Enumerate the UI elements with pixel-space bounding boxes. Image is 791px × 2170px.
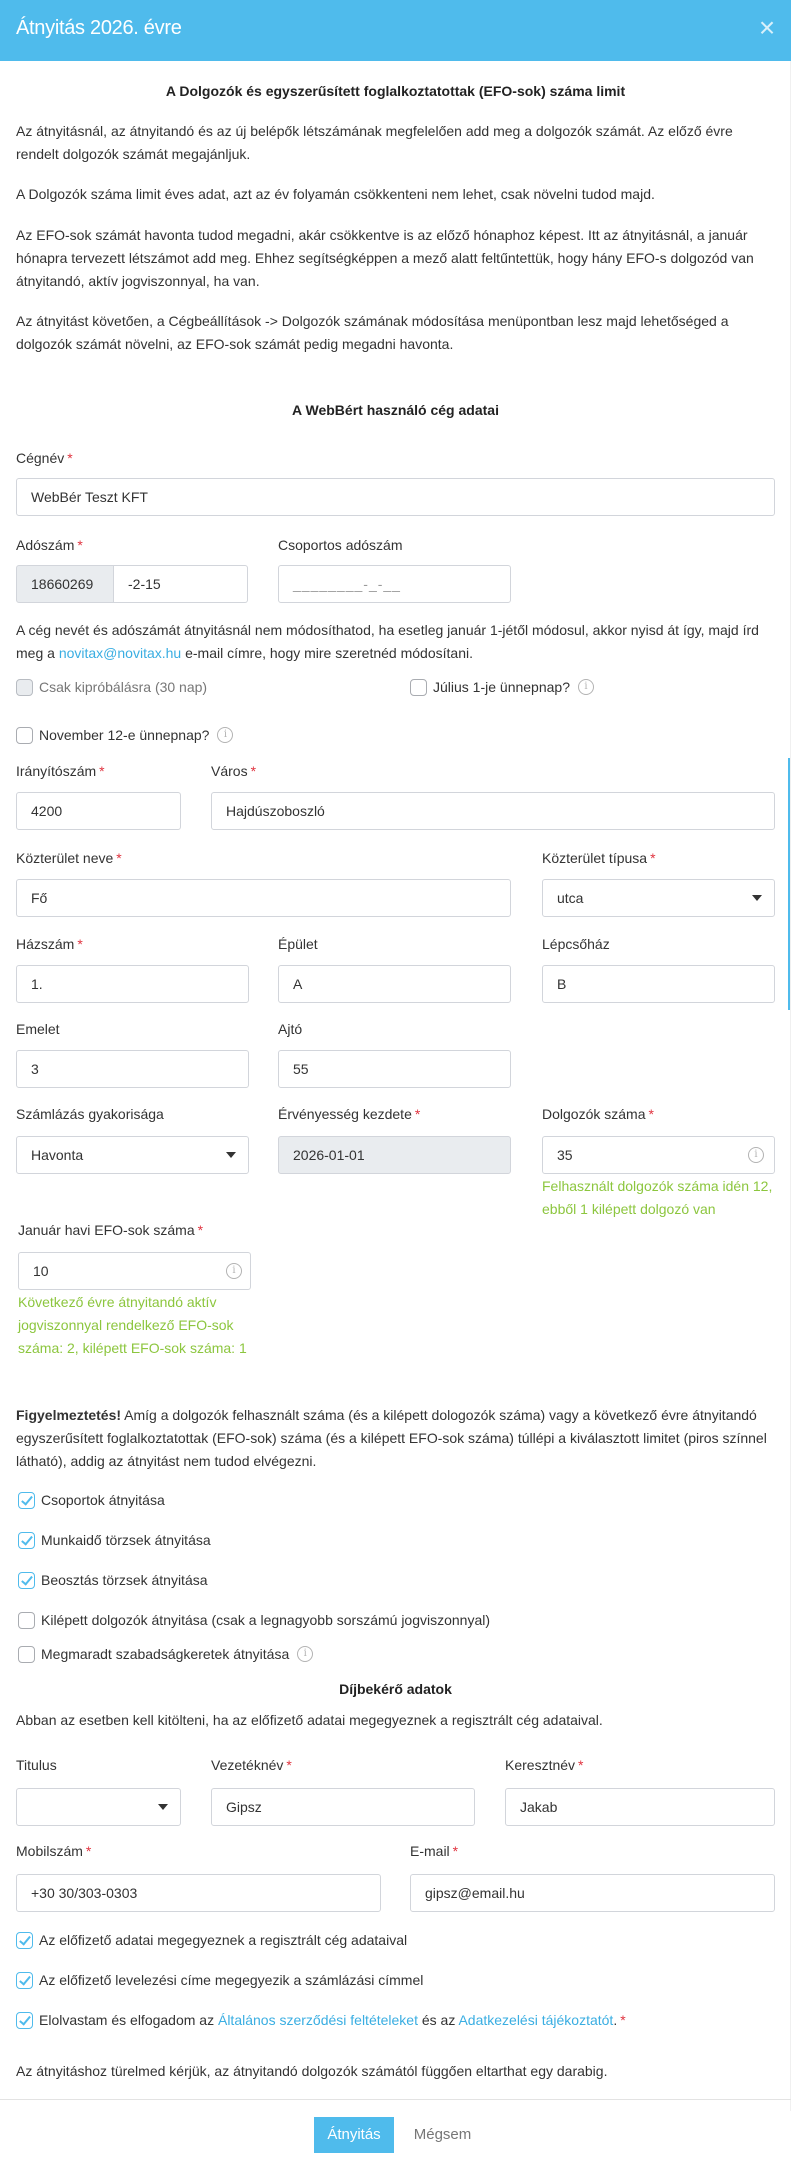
info-icon[interactable]: i (217, 727, 233, 743)
tax-number-prefix: 18660269 (16, 565, 114, 603)
door-label: Ajtó (278, 1021, 303, 1037)
valid-from-input: 2026-01-01 (278, 1136, 511, 1174)
chevron-down-icon (226, 1152, 236, 1158)
billing-frequency-label: Számlázás gyakorisága (16, 1106, 164, 1122)
tax-number-label: Adószám * (16, 537, 83, 553)
employee-count-input[interactable]: 35 i (542, 1136, 775, 1174)
privacy-link[interactable]: Adatkezelési tájékoztatót (458, 2012, 614, 2028)
billing-frequency-select[interactable]: Havonta (16, 1136, 249, 1174)
building-label: Épület (278, 936, 318, 952)
dialog-title: Átnyitás 2026. évre (16, 17, 182, 39)
last-name-input[interactable]: Gipsz (211, 1788, 475, 1826)
footer-note: Az átnyitáshoz türelmed kérjük, az átnyitandó dolgozók számától függően eltarthat egy darabig. (16, 2063, 608, 2079)
transfer-worktime-checkbox[interactable] (18, 1532, 35, 1549)
last-name-label: Vezetéknév * (211, 1757, 292, 1773)
info-icon[interactable]: i (748, 1147, 764, 1163)
info-icon[interactable]: i (297, 1646, 313, 1662)
email-label: E-mail * (410, 1843, 459, 1859)
info-icon[interactable]: i (578, 679, 594, 695)
door-input[interactable]: 55 (278, 1050, 511, 1088)
same-data-row[interactable]: Az előfizető adatai megegyeznek a regisztrált cég adataival (16, 1929, 407, 1951)
billing-description: Abban az esetben kell kitölteni, ha az előfizető adatai megegyeznek a regisztrált cég adataival. (16, 1712, 603, 1728)
july-holiday-checkbox-row[interactable]: Július 1-je ünnepnap? i (410, 676, 594, 698)
same-data-checkbox[interactable] (16, 1932, 33, 1949)
company-name-input[interactable]: WebBér Teszt KFT (16, 478, 775, 516)
november-holiday-checkbox[interactable] (16, 727, 33, 744)
company-section-title: A WebBért használó cég adatai (292, 402, 499, 418)
zip-label: Irányítószám * (16, 763, 105, 779)
terms-link[interactable]: Általános szerződési feltételeket (217, 2012, 418, 2028)
group-tax-number-input[interactable]: ________-_-__ (278, 565, 511, 603)
cancel-button[interactable]: Mégsem (413, 2126, 472, 2143)
mobile-label: Mobilszám * (16, 1843, 92, 1859)
terms-row[interactable]: Elolvastam és elfogadom az Általános szerződési feltételeket és az Adatkezelési tájékoztatót. * (16, 2009, 626, 2031)
floor-input[interactable]: 3 (16, 1050, 249, 1088)
trial-checkbox-row[interactable]: Csak kipróbálásra (30 nap) (16, 676, 207, 698)
house-number-label: Házszám * (16, 936, 83, 952)
november-holiday-checkbox-row[interactable]: November 12-e ünnepnap? i (16, 724, 233, 746)
house-number-input[interactable]: 1. (16, 965, 249, 1003)
email-input[interactable]: gipsz@email.hu (410, 1874, 775, 1912)
floor-label: Emelet (16, 1021, 60, 1037)
transfer-terminated-checkbox[interactable] (18, 1612, 35, 1629)
close-icon[interactable]: × (758, 12, 776, 43)
info-icon[interactable]: i (226, 1263, 242, 1279)
efo-january-label: Január havi EFO-sok száma * (18, 1222, 204, 1238)
limit-paragraph-4: Az átnyitást követően, a Cégbeállítások -> Dolgozók számának módosítása menüpontban lesz majd lehetőséged a dolgozók számát növelni, az EFO-sok számát pedig megadni havonta. (16, 313, 729, 352)
limit-paragraph-1: Az átnyitásnál, az átnyitandó és az új belépők létszámának megfelelően add meg a dolgozók számát. Az előző évre rendelt dolgozók számát megajánljuk. (16, 123, 733, 162)
mobile-input[interactable]: +30 30/303-0303 (16, 1874, 381, 1912)
first-name-label: Keresztnév * (505, 1757, 584, 1773)
transfer-worktime-row[interactable]: Munkaidő törzsek átnyitása (18, 1529, 211, 1551)
group-tax-number-label: Csoportos adószám (278, 537, 403, 553)
zip-input[interactable]: 4200 (16, 792, 181, 830)
same-address-row[interactable]: Az előfizető levelezési címe megegyezik a számlázási címmel (16, 1969, 423, 1991)
street-name-label: Közterület neve * (16, 850, 122, 866)
transfer-schedule-checkbox[interactable] (18, 1572, 35, 1589)
scrollbar-thumb[interactable] (788, 758, 790, 1010)
street-name-input[interactable]: Fő (16, 879, 511, 917)
efo-january-input[interactable]: 10 i (18, 1252, 251, 1290)
staircase-input[interactable]: B (542, 965, 775, 1003)
company-name-label: Cégnév * (16, 450, 73, 466)
city-input[interactable]: Hajdúszoboszló (211, 792, 775, 830)
billing-section-title: Díjbekérő adatok (339, 1681, 452, 1697)
warning-text: Figyelmeztetés! Amíg a dolgozók felhasznált száma (és a kilépett dologozók száma) vagy a következő évre átnyitandó egyszerűsített foglalkoztatottak (EFO-sok) száma (és a kilépett EFO-sok száma) túllépi a kiválasztott limitet (piros színnel látható), addig az átnyitást nem tudod elvégezni. (16, 1407, 767, 1469)
transfer-groups-checkbox[interactable] (18, 1492, 35, 1509)
employee-count-hint: Felhasznált dolgozók száma idén 12, ebből 1 kilépett dolgozó van (542, 1178, 773, 1217)
street-type-select[interactable]: utca (542, 879, 775, 917)
limit-paragraph-3: Az EFO-sok számát havonta tudod megadni, akár csökkentve is az előző hónaphoz képest. Itt az átnyitásnál, a január hónapra tervezett létszámot add meg. Ehhez segítségképpen a mező alatt feltűntettük, hogy hány EFO-s dolgozód van átnyitandó, aktív jogviszonnyal, ha van. (16, 227, 754, 289)
first-name-input[interactable]: Jakab (505, 1788, 775, 1826)
chevron-down-icon (158, 1804, 168, 1810)
efo-january-hint: Következő évre átnyitandó aktív jogviszonnyal rendelkező EFO-sok száma: 2, kilépett EFO-sok száma: 1 (18, 1294, 247, 1356)
valid-from-label: Érvényesség kezdete * (278, 1106, 421, 1122)
title-select[interactable] (16, 1788, 181, 1826)
submit-button[interactable]: Átnyitás (314, 2117, 394, 2153)
chevron-down-icon (752, 895, 762, 901)
terms-checkbox[interactable] (16, 2012, 33, 2029)
title-label: Titulus (16, 1757, 57, 1773)
tax-number-input[interactable]: -2-15 (114, 565, 248, 603)
transfer-leave-checkbox[interactable] (18, 1646, 35, 1663)
footer-divider (0, 2099, 791, 2100)
transfer-groups-row[interactable]: Csoportok átnyitása (18, 1489, 165, 1511)
limit-paragraph-2: A Dolgozók száma limit éves adat, azt az év folyamán csökkenteni nem lehet, csak növelni tudod majd. (16, 186, 655, 202)
trial-checkbox[interactable] (16, 679, 33, 696)
dialog-header (0, 0, 791, 61)
july-holiday-checkbox[interactable] (410, 679, 427, 696)
building-input[interactable]: A (278, 965, 511, 1003)
staircase-label: Lépcsőház (542, 936, 610, 952)
company-note: A cég nevét és adószámát átnyitásnál nem módosíthatod, ha esetleg január 1-jétől módosul, akkor nyisd át így, majd írd meg a novitax@novitax.hu e-mail címre, hogy mire szeretnéd módosítani. (16, 622, 759, 661)
transfer-leave-row[interactable]: Megmaradt szabadságkeretek átnyitása i (18, 1643, 313, 1665)
transfer-schedule-row[interactable]: Beosztás törzsek átnyitása (18, 1569, 208, 1591)
employee-count-label: Dolgozók száma * (542, 1106, 654, 1122)
same-address-checkbox[interactable] (16, 1972, 33, 1989)
city-label: Város * (211, 763, 257, 779)
street-type-label: Közterület típusa * (542, 850, 656, 866)
limit-section-title: A Dolgozók és egyszerűsített foglalkoztatottak (EFO-sok) száma limit (165, 83, 626, 99)
transfer-terminated-row[interactable]: Kilépett dolgozók átnyitása (csak a legnagyobb sorszámú jogviszonnyal) (18, 1609, 490, 1631)
support-email-link[interactable]: novitax@novitax.hu (58, 645, 182, 661)
